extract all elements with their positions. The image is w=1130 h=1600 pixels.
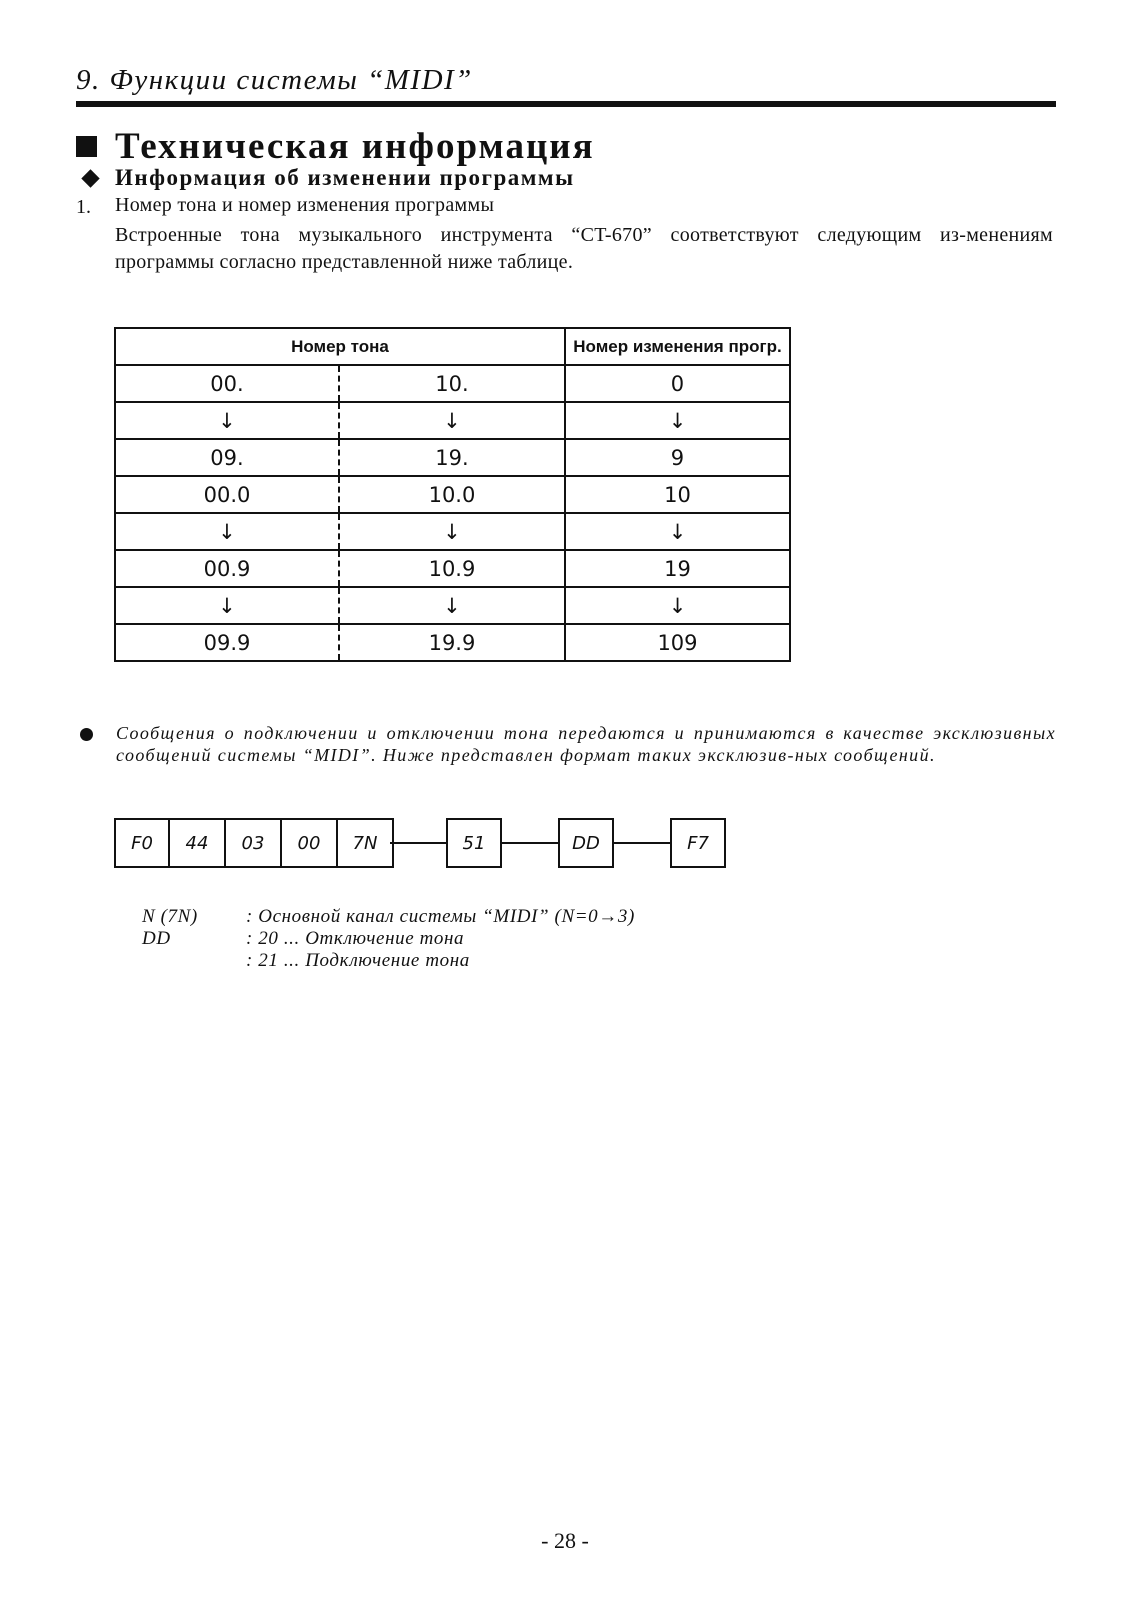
header-rule [76,101,1056,107]
square-bullet-icon [76,136,97,157]
byte-box: 00 [280,818,338,868]
legend-desc-n: : Основной канал системы “MIDI” (N=0→3) [246,906,635,927]
table-row [115,476,790,513]
byte-box: 03 [224,818,282,868]
subsection-title-text: Информация об изменении программы [115,165,575,190]
program-change-table [114,327,791,662]
table-row [115,513,790,550]
tone-number-b: 10.0 [339,476,565,513]
header-program-number: Номер изменения прогр. [565,328,790,365]
section-title-text: Техническая информация [115,126,595,167]
tone-number-b: 10.9 [339,550,565,587]
section-title [76,125,595,168]
byte-box: 44 [168,818,226,868]
program-number: 9 [565,439,790,476]
byte-box-dd: DD [558,818,614,868]
tone-number-a: ↓ [115,402,339,439]
program-number: ↓ [565,513,790,550]
connector-line [502,842,558,844]
program-number: ↓ [565,587,790,624]
table-row [115,624,790,661]
program-number: 0 [565,365,790,402]
note-text: Сообщения о подключении и отключении тона передаются и принимаются в качестве эксклюзивных сообщений системы “MIDI”. Ниже представлен формат таких эксклюзив-ных сообщений. [116,723,1056,765]
table-row [115,439,790,476]
chapter-title: 9. Функции системы “MIDI” [76,64,473,96]
tone-number-b: ↓ [339,587,565,624]
program-number: ↓ [565,402,790,439]
table-header-row [115,328,790,365]
tone-number-a: 00. [115,365,339,402]
tone-number-a: 09. [115,439,339,476]
tone-number-b: 19. [339,439,565,476]
byte-box-51: 51 [446,818,502,868]
item-title: Номер тона и номер изменения программы [115,194,495,216]
item-description: Встроенные тона музыкального инструмента “CT-670” соответствуют следующим из-менениям программы согласно представленной ниже таблице. [115,224,1053,273]
connector-line [614,842,670,844]
table-row [115,402,790,439]
subsection-title [81,165,575,191]
tone-number-b: ↓ [339,513,565,550]
program-number: 109 [565,624,790,661]
tone-number-b: 10. [339,365,565,402]
legend-desc-dd-on: : 21 ... Подключение тона [246,950,470,971]
diamond-bullet-icon [81,169,99,187]
dot-bullet-icon [80,728,93,741]
item-number: 1. [76,196,91,218]
tone-number-a: 00.0 [115,476,339,513]
page-number: - 28 - [541,1528,589,1553]
tone-number-a: ↓ [115,587,339,624]
tone-number-b: 19.9 [339,624,565,661]
byte-box: F0 [114,818,170,868]
byte-box: 7N [336,818,394,868]
message-format-diagram [114,818,754,876]
header-tone-number: Номер тона [115,328,565,365]
byte-box-f7: F7 [670,818,726,868]
legend-key-dd: DD [142,928,171,949]
table-row [115,587,790,624]
table-row [115,365,790,402]
table-row [115,550,790,587]
tone-number-a: ↓ [115,513,339,550]
tone-number-a: 00.9 [115,550,339,587]
program-number: 10 [565,476,790,513]
connector-line [390,842,446,844]
tone-number-b: ↓ [339,402,565,439]
legend-desc-dd-off: : 20 ... Отключение тона [246,928,465,949]
legend-key-n: N (7N) [142,906,198,927]
program-number: 19 [565,550,790,587]
tone-number-a: 09.9 [115,624,339,661]
table-body [115,365,790,661]
